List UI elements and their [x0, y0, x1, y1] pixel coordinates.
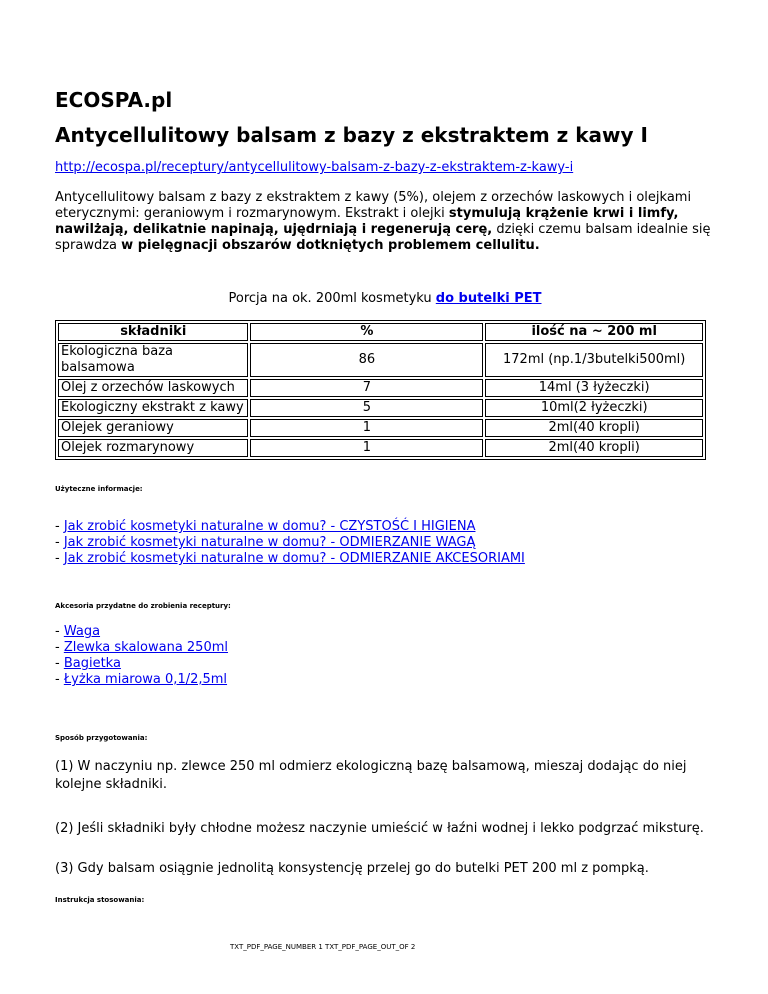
accessories-heading: Akcesoria przydatne do zrobienia receptury:: [55, 602, 231, 610]
table-header-row: [58, 323, 703, 341]
page-footer: TXT_PDF_PAGE_NUMBER 1 TXT_PDF_PAGE_OUT_OF 2: [230, 943, 416, 951]
list-bullet: -: [55, 535, 64, 550]
ingredient-percent: 86: [250, 343, 483, 377]
table-row: [58, 439, 703, 457]
ingredient-name: Ekologiczna baza balsamowa: [58, 343, 248, 377]
list-item: [55, 624, 228, 640]
ingredient-amount: 2ml(40 kropli): [485, 419, 703, 437]
ingredient-name: Olej z orzechów laskowych: [58, 379, 248, 397]
list-bullet: -: [55, 672, 64, 687]
ingredient-name: Olejek rozmarynowy: [58, 439, 248, 457]
table-row: [58, 379, 703, 397]
guide-accessories-link[interactable]: Jak zrobić kosmetyki naturalne w domu? - ODMIERZANIE AKCESORIAMI: [63, 551, 525, 566]
list-item: [55, 551, 525, 567]
preparation-step-2: (2) Jeśli składniki były chłodne możesz naczynie umieścić w łaźni wodnej i lekko podgrzać miksturę.: [55, 821, 704, 836]
recipe-url-link[interactable]: http://ecospa.pl/receptury/antycellulitowy-balsam-z-bazy-z-ekstraktem-z-kawy-i: [55, 160, 574, 175]
intro-paragraph: [55, 190, 715, 254]
ingredient-percent: 5: [250, 399, 483, 417]
site-title: ECOSPA.pl: [55, 88, 173, 112]
recipe-title: Antycellulitowy balsam z bazy z ekstraktem z kawy I: [55, 123, 648, 147]
useful-info-list: [55, 519, 525, 567]
list-item: [55, 519, 525, 535]
intro-bold-2: w pielęgnacji obszarów dotkniętych problemem cellulitu.: [121, 238, 540, 253]
beaker-link[interactable]: Zlewka skalowana 250ml: [63, 640, 229, 655]
table-row: [58, 343, 703, 377]
ingredient-percent: 1: [250, 439, 483, 457]
intro-text-2: dzięki czemu balsam idealnie się sprawdza: [55, 222, 711, 253]
list-bullet: -: [55, 640, 64, 655]
preparation-heading: Sposób przygotowania:: [55, 734, 148, 742]
pet-bottle-link[interactable]: do butelki PET: [435, 291, 542, 306]
list-item: [55, 535, 525, 551]
list-item: [55, 640, 228, 656]
list-item: [55, 656, 228, 672]
portion-text: Porcja na ok. 200ml kosmetyku: [228, 291, 436, 306]
intro-text-1: Antycellulitowy balsam z bazy z ekstraktem z kawy (5%), olejem z orzechów laskowych i olejkami eterycznymi: geraniowym i rozmarynowym. Ekstrakt i olejki: [55, 190, 692, 221]
list-bullet: -: [55, 624, 64, 639]
ingredient-amount: 172ml (np.1/3butelki500ml): [485, 343, 703, 377]
preparation-step-1: (1) W naczyniu np. zlewce 250 ml odmierz ekologiczną bazę balsamową, mieszaj dodając do niej kolejne składniki.: [55, 759, 687, 792]
preparation-step-3: (3) Gdy balsam osiągnie jednolitą konsystencję przelej go do butelki PET 200 ml z pompką.: [55, 861, 649, 876]
portion-line: [55, 291, 715, 306]
useful-info-heading: Użyteczne informacje:: [55, 485, 143, 493]
list-bullet: -: [55, 551, 64, 566]
header-amount: ilość na ~ 200 ml: [485, 323, 703, 341]
list-bullet: -: [55, 656, 64, 671]
accessories-list: [55, 624, 228, 688]
ingredient-amount: 2ml(40 kropli): [485, 439, 703, 457]
guide-weighing-link[interactable]: Jak zrobić kosmetyki naturalne w domu? - ODMIERZANIE WAGĄ: [63, 535, 476, 550]
intro-bold-1: stymulują krążenie krwi i limfy, nawilżają, delikatnie napinają, ujędrniają i regenerują cerę,: [55, 206, 679, 237]
header-percent: %: [250, 323, 483, 341]
stirring-rod-link[interactable]: Bagietka: [63, 656, 121, 671]
ingredient-percent: 1: [250, 419, 483, 437]
list-item: [55, 672, 228, 688]
usage-heading: Instrukcja stosowania:: [55, 896, 145, 904]
ingredient-name: Olejek geraniowy: [58, 419, 248, 437]
measuring-spoon-link[interactable]: Łyżka miarowa 0,1/2,5ml: [63, 672, 228, 687]
header-ingredients: składniki: [58, 323, 248, 341]
ingredient-percent: 7: [250, 379, 483, 397]
ingredient-amount: 14ml (3 łyżeczki): [485, 379, 703, 397]
guide-hygiene-link[interactable]: Jak zrobić kosmetyki naturalne w domu? - CZYSTOŚĆ I HIGIENA: [63, 519, 476, 534]
table-row: [58, 399, 703, 417]
scale-link[interactable]: Waga: [63, 624, 101, 639]
table-row: [58, 419, 703, 437]
list-bullet: -: [55, 519, 64, 534]
ingredient-amount: 10ml(2 łyżeczki): [485, 399, 703, 417]
ingredient-name: Ekologiczny ekstrakt z kawy: [58, 399, 248, 417]
ingredients-table: [55, 320, 706, 460]
